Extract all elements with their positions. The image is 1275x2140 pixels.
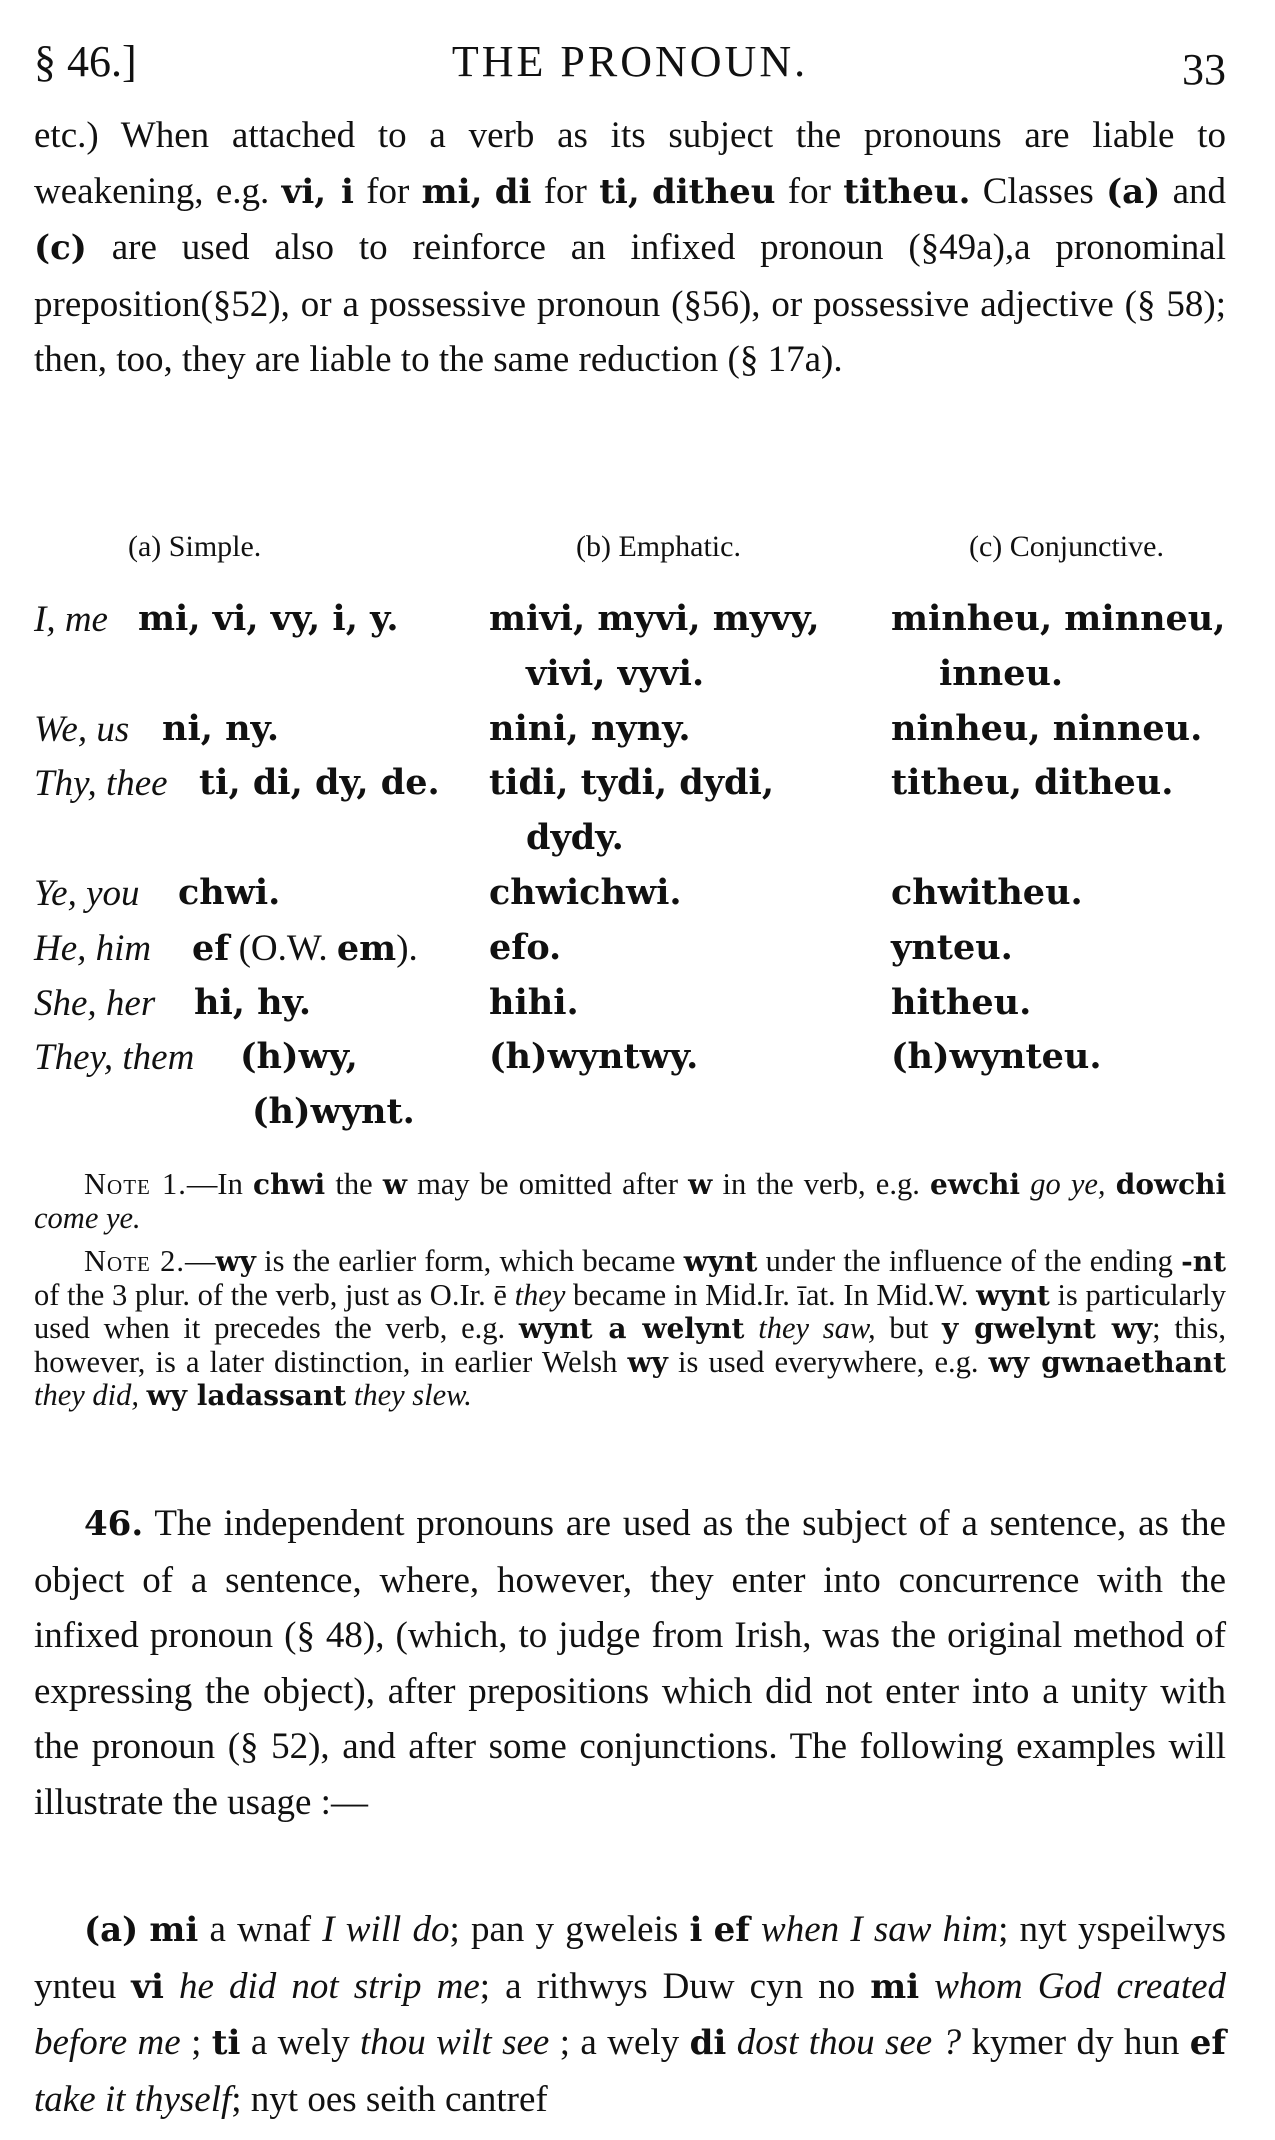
- simple-form: mi, vi, vy, i, y.: [138, 598, 399, 639]
- conjunctive-form: chwitheu.: [891, 872, 1083, 913]
- simple-form: (h)wynt.: [252, 1091, 415, 1132]
- conjunctive-form: hitheu.: [891, 982, 1032, 1023]
- note-text: in the verb, e.g.: [722, 1167, 920, 1201]
- para-text: a wnaf: [209, 1909, 312, 1950]
- para-text: ; nyt yspeilwys ynteu: [34, 1909, 1227, 2007]
- row-label: Thy, thee: [34, 763, 168, 804]
- note-label: Note 2.: [84, 1244, 185, 1278]
- welsh-form: ef: [713, 1910, 750, 1950]
- column-simple: (a) Simple.: [128, 530, 262, 563]
- welsh-form: mi: [870, 1966, 920, 2007]
- section-reference: § 46.]: [34, 37, 137, 86]
- gloss: they did,: [34, 1378, 140, 1412]
- gloss: they slew.: [353, 1378, 472, 1412]
- intro-text: for: [366, 170, 410, 212]
- welsh-form: di: [689, 2023, 727, 2064]
- emphatic-form: (h)wyntwy.: [489, 1036, 699, 1077]
- welsh-form: di: [494, 171, 532, 212]
- intro-text: When attached to a verb as its subject the pronouns are liable to weakening, e.g.: [34, 115, 1226, 212]
- example-label: (a): [84, 1910, 139, 1950]
- conjunctive-form: titheu, ditheu.: [891, 762, 1174, 803]
- paragraph-46: [34, 1496, 1226, 1831]
- intro-text: a pronominal preposition: [34, 227, 1227, 325]
- welsh-form: wy gwnaethant: [988, 1345, 1227, 1379]
- section-ref: (§ 58): [1124, 283, 1216, 325]
- welsh-form: wy: [215, 1245, 256, 1278]
- welsh-form: wy: [627, 1345, 668, 1379]
- row-label: Ye, you: [34, 873, 140, 914]
- gloss: come ye.: [34, 1200, 141, 1235]
- table-row: [34, 762, 1226, 818]
- conjunctive-form: ninheu, ninneu.: [891, 708, 1203, 749]
- section-ref: (§ 48),: [284, 1615, 385, 1657]
- emphatic-form: efo.: [489, 927, 562, 968]
- welsh-form: chwi: [253, 1168, 326, 1201]
- row-label: We, us: [34, 709, 130, 750]
- welsh-form: mi,: [421, 171, 483, 212]
- para-text: and after some conjunctions. The following examples will illustrate the usage :—: [34, 1726, 1227, 1823]
- intro-text: ; then, too, they are liable to the same reduction: [34, 283, 1226, 381]
- column-conjunctive: (c) Conjunctive.: [969, 530, 1164, 563]
- table-row: [34, 708, 1226, 764]
- welsh-form: mi: [149, 1910, 199, 1950]
- conjunctive-form: ynteu.: [891, 927, 1013, 968]
- para-text: ; a wely: [559, 2022, 680, 2064]
- para-text: (which, to judge from Irish, was the original method of expressing the object), after prepositions which did not enter into a unity with the pronoun: [34, 1615, 1227, 1768]
- intro-text: and: [1172, 170, 1227, 212]
- table-row: [34, 653, 1226, 709]
- emphatic-form: tidi, tydi, dydi,: [489, 762, 775, 803]
- gloss: go ye,: [1030, 1167, 1106, 1201]
- intro-text: for: [543, 170, 587, 212]
- table-row: [34, 982, 1226, 1038]
- section-ref: (§ 52),: [227, 1726, 330, 1768]
- note-label: Note 1.: [84, 1167, 187, 1201]
- para-text: ; a rithwys Duw cyn no: [479, 1965, 856, 2007]
- gloss: take it thyself: [34, 2078, 232, 2120]
- welsh-form: wynt: [976, 1278, 1050, 1312]
- intro-text: or a possessive pronoun: [300, 283, 661, 325]
- conjunctive-form: (h)wynteu.: [891, 1036, 1102, 1077]
- emphatic-form: hihi.: [489, 982, 579, 1023]
- welsh-form: wynt a welynt: [518, 1312, 745, 1345]
- gloss: they: [514, 1277, 566, 1312]
- welsh-form: w: [688, 1168, 713, 1201]
- simple-form: (h)wy,: [240, 1036, 358, 1077]
- row-label: I, me: [34, 599, 108, 640]
- table-row: [34, 872, 1226, 928]
- row-label: They, them: [34, 1037, 195, 1078]
- simple-form: ef (O.W. em).: [192, 928, 418, 969]
- class-ref: (a): [1106, 171, 1161, 212]
- welsh-form: w: [382, 1168, 407, 1201]
- gloss: I will do: [322, 1909, 450, 1950]
- emphatic-form: dydy.: [526, 817, 624, 858]
- note-text: is particularly used when it precedes the verb, e.g.: [34, 1277, 1227, 1345]
- welsh-form: ewchi: [930, 1168, 1020, 1201]
- note-text: is the earlier form, which became: [264, 1244, 676, 1278]
- example-paragraph-a: [34, 1902, 1226, 2127]
- intro-text: are used also to reinforce an infixed pronoun: [111, 227, 884, 269]
- simple-form: ni, ny.: [162, 708, 280, 749]
- intro-text: Classes: [982, 170, 1094, 212]
- emphatic-form: chwichwi.: [489, 872, 682, 913]
- row-label: She, her: [34, 983, 156, 1024]
- gloss: they saw,: [758, 1311, 876, 1345]
- intro-paragraph: [34, 108, 1226, 388]
- simple-form: hi, hy.: [194, 982, 312, 1023]
- welsh-form: -nt: [1181, 1245, 1227, 1278]
- pronoun-table-header: [34, 530, 1226, 570]
- emphatic-form: vivi, vyvi.: [526, 653, 705, 694]
- gloss: whom God created before me: [34, 1965, 1227, 2064]
- note-1: [34, 1168, 1226, 1235]
- note-text: —: [184, 1244, 216, 1278]
- note-2: [34, 1245, 1226, 1413]
- section-ref: (§52),: [200, 283, 290, 325]
- section-ref: (§ 17a).: [727, 339, 843, 381]
- section-ref: (§49a),: [908, 227, 1015, 269]
- para-text: a wely: [250, 2022, 350, 2064]
- welsh-form: ditheu: [651, 171, 776, 212]
- note-text: became in Mid.Ir. īat. In Mid.W.: [573, 1277, 969, 1312]
- welsh-form: titheu.: [843, 171, 971, 212]
- simple-form: ti, di, dy, de.: [199, 762, 440, 803]
- conjunctive-form: minheu, minneu,: [891, 598, 1226, 639]
- page-number: 33: [1182, 45, 1226, 94]
- emphatic-form: nini, nyny.: [489, 708, 691, 749]
- welsh-form: wy ladassant: [146, 1379, 347, 1412]
- para-text: The independent pronouns are used as the subject of a sentence, as the object of a sentence, where, however, they enter into concurrence with the infixed pronoun: [34, 1503, 1226, 1657]
- class-ref: (c): [34, 228, 87, 269]
- welsh-form: ti: [211, 2023, 241, 2064]
- table-row: [34, 1036, 1226, 1092]
- note-text: of the 3 plur. of the verb, just as O.Ir. ē: [34, 1277, 507, 1312]
- note-text: is used everywhere, e.g.: [677, 1344, 979, 1379]
- table-row: [34, 598, 1226, 654]
- para-text: ; pan y gweleis: [449, 1909, 679, 1950]
- note-text: under the influence of the ending: [765, 1244, 1173, 1278]
- note-text: the: [335, 1167, 373, 1201]
- table-row: [34, 927, 1226, 983]
- note-text: —In: [186, 1167, 243, 1201]
- welsh-form: wynt: [683, 1245, 758, 1278]
- intro-text: for: [787, 170, 831, 212]
- table-row: [34, 817, 1226, 873]
- note-text: ; this, however, is a later distinction, in earlier Welsh: [34, 1311, 1227, 1379]
- conjunctive-form: inneu.: [939, 653, 1064, 694]
- welsh-form: vi, i: [281, 171, 354, 212]
- para-text: ;: [191, 2022, 202, 2064]
- running-header: [34, 36, 1226, 96]
- row-label: He, him: [34, 928, 152, 969]
- intro-text: or possessive adjective: [771, 283, 1114, 325]
- gloss: thou wilt see: [359, 2022, 550, 2064]
- gloss: dost thou see ?: [736, 2022, 962, 2064]
- welsh-form: ti,: [599, 171, 640, 212]
- simple-form: chwi.: [178, 872, 281, 913]
- para-text: ; nyt oes seith cantref: [231, 2078, 548, 2120]
- intro-text: etc.): [34, 115, 99, 156]
- welsh-form: vi: [131, 1966, 164, 2007]
- note-text: but: [889, 1311, 929, 1345]
- gloss: when I saw him: [761, 1909, 999, 1950]
- paragraph-number: 46.: [84, 1504, 144, 1544]
- para-text: kymer dy hun: [971, 2022, 1180, 2064]
- column-emphatic: (b) Emphatic.: [576, 530, 741, 563]
- page-title: THE PRONOUN.: [451, 37, 809, 86]
- welsh-form: ef: [1189, 2023, 1227, 2064]
- welsh-form: y gwelynt wy: [942, 1312, 1153, 1345]
- welsh-form: dowchi: [1115, 1168, 1227, 1201]
- gloss: he did not strip me: [179, 1965, 480, 2007]
- section-ref: (§56),: [671, 283, 761, 325]
- note-text: may be omitted after: [417, 1167, 678, 1201]
- emphatic-form: mivi, myvi, myvy,: [489, 598, 820, 639]
- table-row: [34, 1091, 1226, 1147]
- welsh-form: i: [689, 1910, 703, 1950]
